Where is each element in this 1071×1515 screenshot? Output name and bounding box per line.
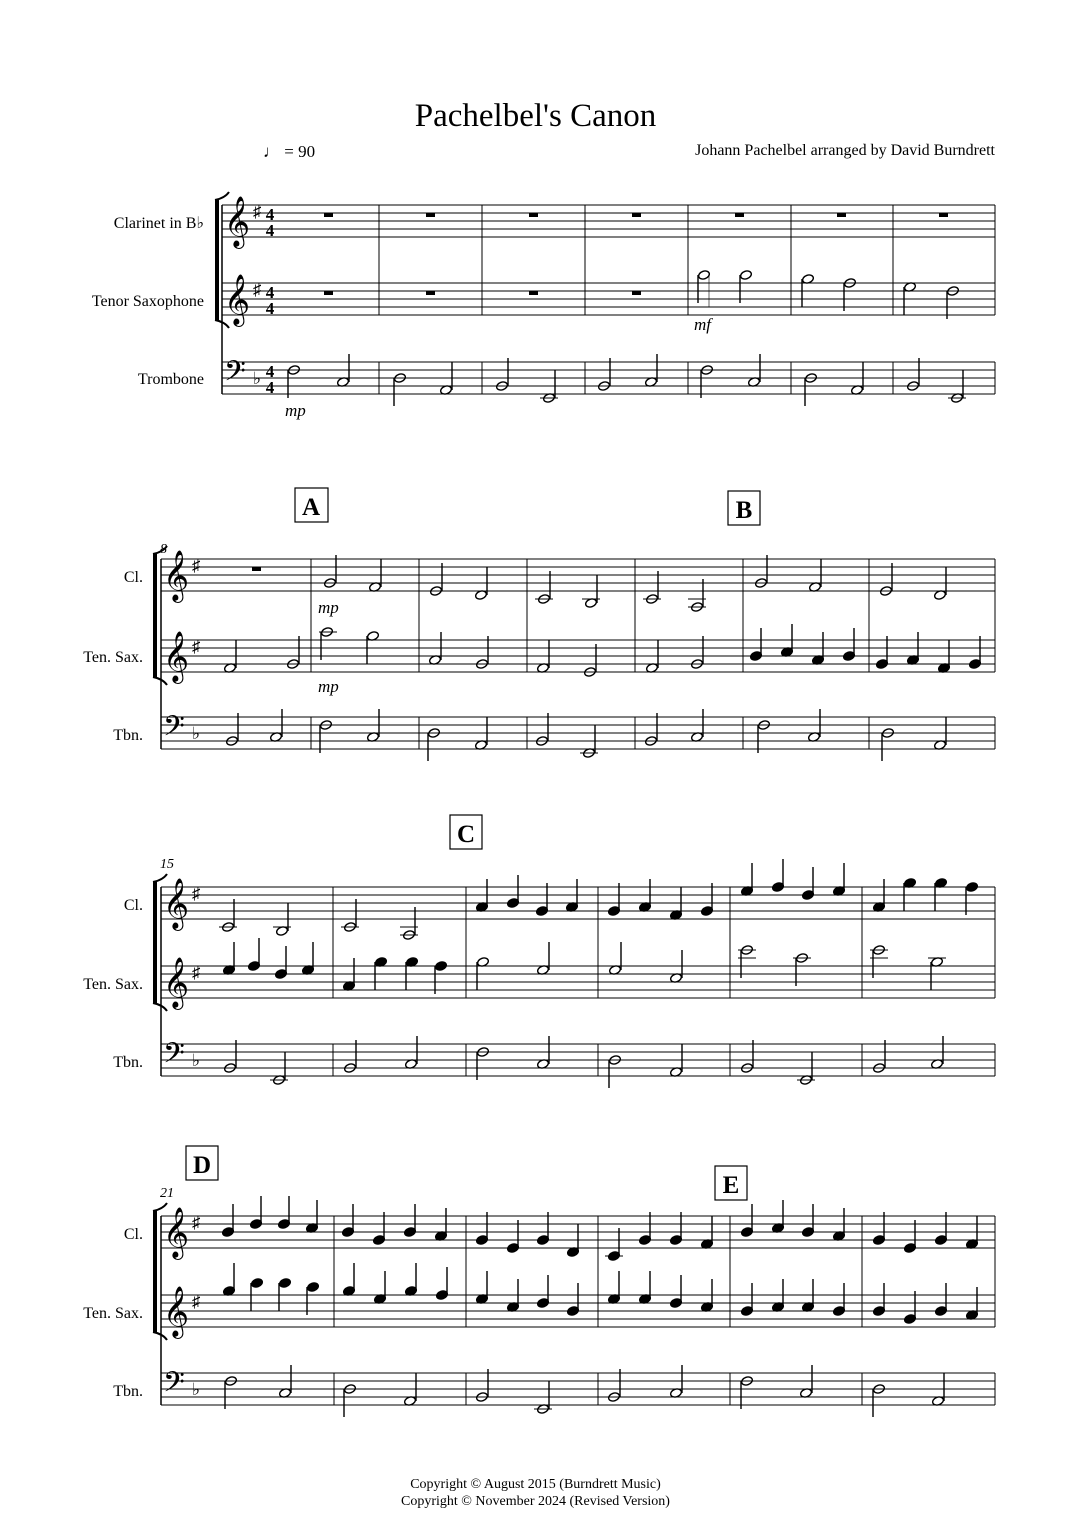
rehearsal-mark-b bbox=[728, 491, 760, 525]
score-title: Pachelbel's Canon bbox=[414, 98, 657, 134]
label-ten-sax: Ten. Sax. bbox=[83, 1305, 143, 1322]
svg-text:4: 4 bbox=[265, 205, 275, 224]
flat-icon: ♭ bbox=[192, 724, 201, 743]
sharp-icon: ♯ bbox=[253, 280, 262, 299]
sharp-icon: ♯ bbox=[192, 556, 201, 575]
system-2 bbox=[83, 488, 995, 761]
treble-clef-icon: 𝄞 bbox=[163, 957, 190, 1008]
tempo-value: = 90 bbox=[284, 142, 316, 161]
notes-tenor-sax bbox=[698, 270, 960, 319]
composer-credit: Johann Pachelbel arranged by David Burndrett bbox=[695, 142, 995, 159]
quarter-note-icon: ♩ bbox=[263, 142, 280, 161]
dynamic-mp: mp bbox=[318, 677, 339, 696]
treble-clef-icon: 𝄞 bbox=[163, 550, 190, 601]
system-4 bbox=[83, 1146, 995, 1417]
staff-lines bbox=[161, 559, 995, 749]
label-ten-sax: Ten. Sax. bbox=[83, 976, 143, 993]
svg-text:A: A bbox=[301, 494, 321, 521]
treble-clef-icon: 𝄞 bbox=[224, 274, 251, 325]
sharp-icon: ♯ bbox=[192, 637, 201, 656]
copyright-line-2: Copyright © November 2024 (Revised Version) bbox=[401, 1494, 670, 1509]
staff-lines bbox=[222, 205, 995, 394]
rehearsal-mark-a bbox=[295, 488, 328, 522]
measure-number: 21 bbox=[160, 1186, 174, 1201]
measure-number: 8 bbox=[160, 542, 167, 557]
label-tbn: Tbn. bbox=[113, 1383, 143, 1400]
rehearsal-mark-c bbox=[450, 815, 482, 849]
svg-text:4: 4 bbox=[265, 299, 275, 318]
flat-icon: ♭ bbox=[192, 1051, 201, 1070]
svg-text:C: C bbox=[456, 821, 476, 848]
dynamic-mp: mp bbox=[285, 401, 306, 420]
sharp-icon: ♯ bbox=[192, 963, 201, 982]
whole-rest bbox=[252, 567, 261, 571]
dynamic-mf: mf bbox=[694, 315, 711, 334]
sharp-icon: ♯ bbox=[253, 202, 262, 221]
bass-clef-icon: 𝄢 bbox=[163, 710, 185, 750]
svg-text:4: 4 bbox=[265, 378, 275, 397]
notes-tenor-sax bbox=[224, 627, 704, 678]
rehearsal-mark-e bbox=[715, 1166, 747, 1200]
flat-icon: ♭ bbox=[253, 369, 262, 388]
svg-text:4: 4 bbox=[265, 283, 275, 302]
svg-text:E: E bbox=[722, 1172, 740, 1199]
rehearsal-mark-d bbox=[186, 1146, 218, 1180]
label-tbn: Tbn. bbox=[113, 727, 143, 744]
flat-icon: ♭ bbox=[192, 1380, 201, 1399]
notes-tenor-sax-quarters bbox=[223, 1263, 979, 1324]
copyright-line-1: Copyright © August 2015 (Burndrett Music) bbox=[410, 1477, 661, 1492]
label-tenor-sax: Tenor Saxophone bbox=[91, 293, 204, 310]
system-3 bbox=[83, 815, 995, 1088]
notes-clarinet-quarters bbox=[222, 1196, 979, 1261]
treble-clef-icon: 𝄞 bbox=[163, 1207, 190, 1258]
label-trombone: Trombone bbox=[137, 371, 204, 388]
svg-text:4: 4 bbox=[265, 362, 275, 381]
time-signatures bbox=[266, 205, 275, 397]
label-ten-sax: Ten. Sax. bbox=[83, 649, 143, 666]
label-clarinet: Clarinet in B♭ bbox=[113, 215, 204, 232]
notes-clarinet bbox=[219, 899, 418, 940]
bass-clef-icon: 𝄢 bbox=[163, 1366, 185, 1406]
sharp-icon: ♯ bbox=[192, 884, 201, 903]
bass-clef-icon: 𝄢 bbox=[163, 1037, 185, 1077]
label-cl: Cl. bbox=[123, 1226, 143, 1243]
bass-clef-icon: 𝄢 bbox=[224, 355, 246, 395]
treble-clef-icon: 𝄞 bbox=[163, 1286, 190, 1337]
treble-clef-icon: 𝄞 bbox=[163, 878, 190, 929]
dynamic-mp: mp bbox=[318, 598, 339, 617]
measure-number: 15 bbox=[160, 857, 174, 872]
notes-tenor-sax-quarters bbox=[750, 624, 982, 673]
svg-text:D: D bbox=[192, 1152, 212, 1179]
label-tbn: Tbn. bbox=[113, 1054, 143, 1071]
sharp-icon: ♯ bbox=[192, 1292, 201, 1311]
treble-clef-icon: 𝄞 bbox=[224, 196, 251, 247]
staff-lines bbox=[161, 887, 995, 1076]
system-1 bbox=[92, 192, 995, 420]
treble-clef-icon: 𝄞 bbox=[163, 631, 190, 682]
svg-text:4: 4 bbox=[265, 221, 275, 240]
label-cl: Cl. bbox=[123, 897, 143, 914]
label-cl: Cl. bbox=[123, 569, 143, 586]
sharp-icon: ♯ bbox=[192, 1213, 201, 1232]
svg-text:B: B bbox=[735, 497, 753, 524]
